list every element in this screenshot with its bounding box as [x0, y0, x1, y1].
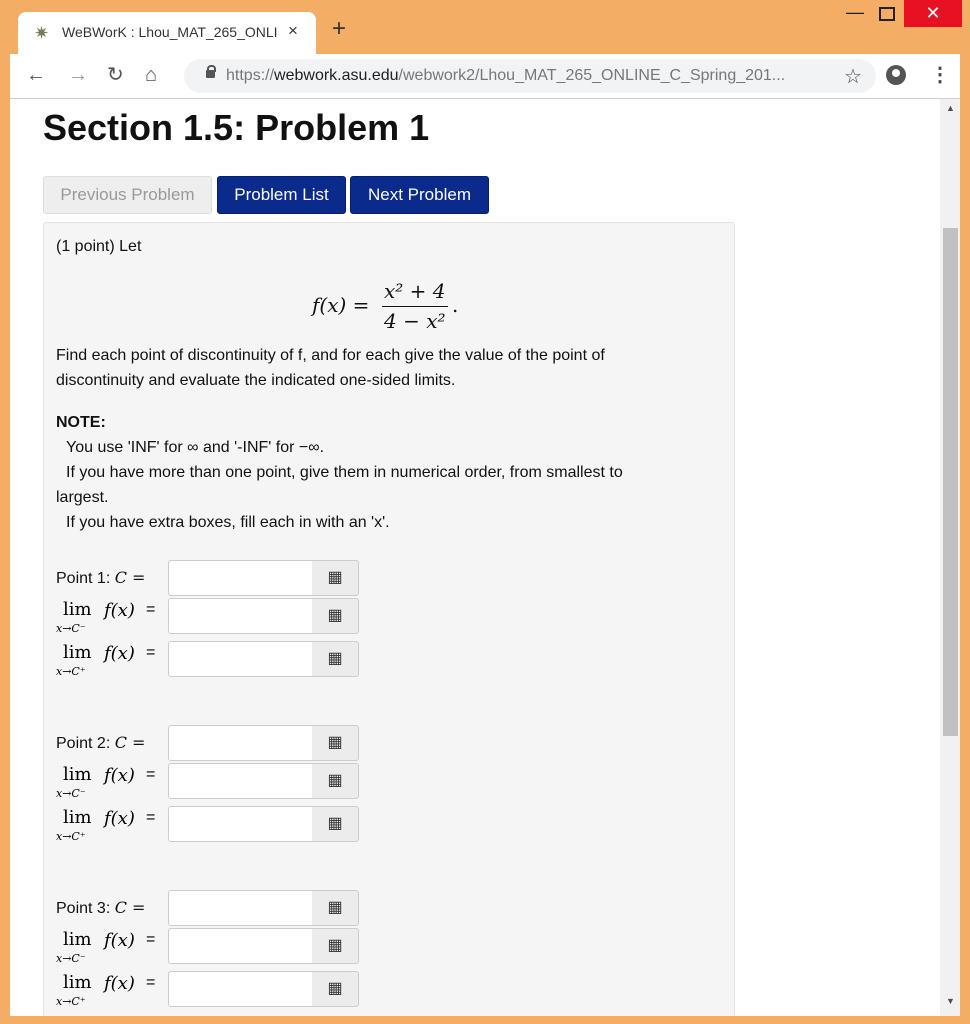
equation-editor-grid-icon[interactable]: ▦: [312, 598, 359, 634]
new-tab-button[interactable]: +: [332, 15, 347, 42]
vertical-scrollbar[interactable]: [940, 99, 960, 1016]
point-3-right-limit-input[interactable]: [168, 971, 313, 1007]
scroll-up-arrow-icon[interactable]: ▲: [946, 103, 955, 113]
note-extra-boxes: If you have extra boxes, fill each in with an 'x'.: [66, 514, 390, 531]
scrollbar-thumb[interactable]: [943, 228, 958, 736]
maximize-button[interactable]: [879, 7, 895, 21]
equation-editor-grid-icon[interactable]: ▦: [312, 560, 359, 596]
page-viewport: [10, 99, 960, 1016]
problem-intro: (1 point) Let: [56, 238, 142, 255]
tab-strip: [0, 0, 970, 54]
back-arrow-icon[interactable]: ←: [26, 64, 46, 86]
next-problem-button[interactable]: Next Problem: [350, 176, 489, 214]
point-1-c-input[interactable]: [168, 560, 313, 596]
fraction-bar: [382, 306, 448, 307]
address-bar[interactable]: [184, 59, 876, 93]
minimize-button[interactable]: —: [846, 2, 864, 22]
previous-problem-button[interactable]: Previous Problem: [43, 176, 212, 214]
instructions-line-2: discontinuity and evaluate the indicated one-sided limits.: [56, 372, 456, 389]
function-formula: f(x) = x² + 4 4 − x² .: [312, 279, 459, 333]
point-2-right-limit-input[interactable]: [168, 806, 313, 842]
reload-icon[interactable]: ↻: [107, 64, 124, 86]
account-avatar-icon[interactable]: [886, 65, 906, 85]
tab-close-icon[interactable]: ×: [288, 21, 298, 40]
scroll-down-arrow-icon[interactable]: ▼: [946, 996, 955, 1006]
browser-menu-icon[interactable]: ⋮: [930, 64, 950, 86]
instructions-line-1: Find each point of discontinuity of f, and for each give the value of the point of: [56, 347, 605, 364]
equation-editor-grid-icon[interactable]: ▦: [312, 806, 359, 842]
equation-editor-grid-icon[interactable]: ▦: [312, 928, 359, 964]
point-3-c-input[interactable]: [168, 890, 313, 926]
browser-tab[interactable]: [18, 12, 316, 54]
point-2-left-limit-input[interactable]: [168, 763, 313, 799]
note-heading: NOTE:: [56, 414, 106, 431]
point-2-c-input[interactable]: [168, 725, 313, 761]
formula-numerator: x² + 4: [384, 279, 446, 303]
page-title: Section 1.5: Problem 1: [43, 107, 430, 148]
equation-editor-grid-icon[interactable]: ▦: [312, 641, 359, 677]
equation-editor-grid-icon[interactable]: ▦: [312, 763, 359, 799]
close-window-button[interactable]: ✕: [904, 0, 962, 27]
point-1-right-limit-input[interactable]: [168, 641, 313, 677]
lock-icon: [206, 70, 215, 78]
tab-title: WeBWorK : Lhou_MAT_265_ONLI: [62, 24, 278, 40]
webwork-favicon-icon: ✷: [34, 23, 50, 43]
home-icon[interactable]: ⌂: [145, 64, 158, 86]
problem-list-button[interactable]: Problem List: [217, 176, 346, 214]
equation-editor-grid-icon[interactable]: ▦: [312, 890, 359, 926]
problem-body: (1 point) Let f(x) = x² + 4 4 − x² . Find each point of discontinuity of f, and for each give the value of the point of discontinuity and evaluate the indicated one-sided limits. NOTE: You use 'INF' for ∞ and '-INF' for −∞. If you have more than one point, give them in numerical order, from smallest to largest. If you have extra boxes, fill each in with an 'x'. Point 1: C = ▦ lim x→C⁻ f(x) = ▦ lim x→C⁺ f(x) = ▦ Point 2: C = ▦ lim x→C⁻ f(x) = ▦ lim x→C⁺ f(x) = ▦ Point 3: C = ▦ lim x→C⁻ f(x) = ▦ lim x→C⁺ f(x) = ▦: [43, 222, 735, 1016]
note-order-cont: largest.: [56, 489, 109, 506]
url-text: https://webwork.asu.edu/webwork2/Lhou_MAT_265_ONLINE_C_Spring_201...: [226, 67, 786, 84]
point-3-left-limit-input[interactable]: [168, 928, 313, 964]
formula-denominator: 4 − x²: [384, 309, 446, 333]
forward-arrow-icon[interactable]: →: [68, 64, 88, 86]
note-order: If you have more than one point, give them in numerical order, from smallest to: [66, 464, 623, 481]
browser-toolbar: [10, 54, 960, 99]
point-1-left-limit-input[interactable]: [168, 598, 313, 634]
note-infinity: You use 'INF' for ∞ and '-INF' for −∞.: [66, 439, 325, 456]
equation-editor-grid-icon[interactable]: ▦: [312, 725, 359, 761]
bookmark-star-icon[interactable]: ☆: [844, 66, 862, 88]
equation-editor-grid-icon[interactable]: ▦: [312, 971, 359, 1007]
